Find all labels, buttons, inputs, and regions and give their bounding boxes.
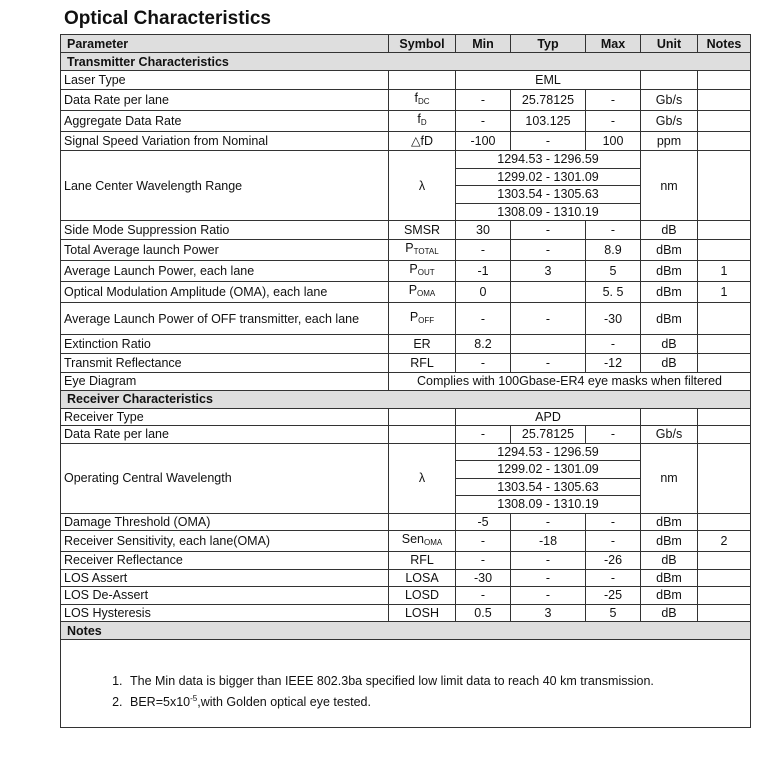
- wavelength-range: 1303.54 - 1305.63: [456, 186, 641, 204]
- col-unit: Unit: [641, 35, 698, 53]
- unit-cell: dBm: [641, 531, 698, 552]
- table-row: [61, 604, 751, 622]
- max-cell: 5. 5: [586, 282, 641, 303]
- unit-cell: Gb/s: [641, 90, 698, 111]
- notes-row: [61, 640, 751, 728]
- table-row: [61, 111, 751, 132]
- max-cell: 100: [586, 132, 641, 151]
- min-cell: -: [456, 552, 511, 570]
- page-title: Optical Characteristics: [64, 8, 271, 29]
- param-cell: Side Mode Suppression Ratio: [61, 221, 389, 240]
- max-cell: -: [586, 221, 641, 240]
- unit-cell: dBm: [641, 513, 698, 531]
- min-cell: -30: [456, 569, 511, 587]
- unit-cell: dB: [641, 604, 698, 622]
- param-cell: LOS De-Assert: [61, 587, 389, 605]
- max-cell: -: [586, 531, 641, 552]
- param-cell: Average Launch Power of OFF transmitter, each lane: [61, 303, 389, 335]
- col-symbol: Symbol: [389, 35, 456, 53]
- symbol-cell: λ: [389, 151, 456, 221]
- symbol-cell: $P_{OFF}$: [389, 303, 456, 335]
- typ-cell: -: [511, 569, 586, 587]
- typ-cell: [511, 335, 586, 354]
- table-row: [61, 71, 751, 90]
- max-cell: -30: [586, 303, 641, 335]
- min-cell: 0: [456, 282, 511, 303]
- table-row: [61, 90, 751, 111]
- param-cell: Eye Diagram: [61, 373, 389, 391]
- unit-cell: dBm: [641, 303, 698, 335]
- param-cell: Average Launch Power, each lane: [61, 261, 389, 282]
- symbol-cell: $P_{OUT}$: [389, 261, 456, 282]
- unit-cell: dBm: [641, 569, 698, 587]
- typ-cell: -: [511, 587, 586, 605]
- notes-list: [64, 672, 747, 711]
- param-cell: Transmit Reflectance: [61, 354, 389, 373]
- param-cell: Optical Modulation Amplitude (OMA), each lane: [61, 282, 389, 303]
- max-cell: -: [586, 90, 641, 111]
- wavelength-range: 1303.54 - 1305.63: [456, 478, 641, 496]
- symbol-cell: SMSR: [389, 221, 456, 240]
- unit-cell: ppm: [641, 132, 698, 151]
- typ-cell: -: [511, 513, 586, 531]
- wavelength-range: 1294.53 - 1296.59: [456, 151, 641, 169]
- max-cell: -: [586, 335, 641, 354]
- typ-cell: -: [511, 303, 586, 335]
- param-cell: Data Rate per lane: [61, 426, 389, 444]
- note-cell: 1: [698, 261, 751, 282]
- max-cell: 8.9: [586, 240, 641, 261]
- unit-cell: dB: [641, 335, 698, 354]
- symbol-cell: $f_D$: [389, 111, 456, 132]
- param-cell: Data Rate per lane: [61, 90, 389, 111]
- min-cell: -: [456, 587, 511, 605]
- table-row: [61, 221, 751, 240]
- min-cell: 30: [456, 221, 511, 240]
- typ-cell: -: [511, 132, 586, 151]
- header-row: [61, 35, 751, 53]
- typ-cell: -18: [511, 531, 586, 552]
- param-cell: Receiver Sensitivity, each lane(OMA): [61, 531, 389, 552]
- note-1: 1. The Min data is bigger than IEEE 802.3ba specified low limit data to reach 40 km transmission.: [126, 672, 747, 690]
- table-row: [61, 408, 751, 426]
- min-cell: -100: [456, 132, 511, 151]
- table-row: [61, 151, 751, 169]
- min-cell: -: [456, 354, 511, 373]
- symbol-cell: Sen$_{OMA}$: [389, 531, 456, 552]
- unit-cell: dBm: [641, 261, 698, 282]
- max-cell: 5: [586, 604, 641, 622]
- table-row: [61, 426, 751, 444]
- min-cell: -: [456, 111, 511, 132]
- typ-cell: 25.78125: [511, 90, 586, 111]
- note-cell: 2: [698, 531, 751, 552]
- symbol-cell: ER: [389, 335, 456, 354]
- table-row: [61, 531, 751, 552]
- typ-cell: -: [511, 354, 586, 373]
- typ-cell: -: [511, 552, 586, 570]
- unit-cell: dBm: [641, 282, 698, 303]
- table-row: [61, 282, 751, 303]
- min-cell: -: [456, 303, 511, 335]
- section-transmitter: Transmitter Characteristics: [61, 53, 751, 71]
- col-notes: Notes: [698, 35, 751, 53]
- param-cell: Signal Speed Variation from Nominal: [61, 132, 389, 151]
- col-min: Min: [456, 35, 511, 53]
- symbol-cell: LOSA: [389, 569, 456, 587]
- unit-cell: dB: [641, 221, 698, 240]
- symbol-cell: △fD: [389, 132, 456, 151]
- eye-diagram-value: Complies with 100Gbase-ER4 eye masks when filtered: [389, 373, 751, 391]
- table-row: [61, 354, 751, 373]
- param-cell: Extinction Ratio: [61, 335, 389, 354]
- wavelength-range: 1299.02 - 1301.09: [456, 168, 641, 186]
- table-row: [61, 569, 751, 587]
- section-row: [61, 622, 751, 640]
- typ-cell: APD: [456, 408, 641, 426]
- typ-cell: -: [511, 221, 586, 240]
- max-cell: -12: [586, 354, 641, 373]
- table-row: [61, 373, 751, 391]
- unit-cell: dB: [641, 354, 698, 373]
- table-row: [61, 587, 751, 605]
- param-cell: Receiver Type: [61, 408, 389, 426]
- note-cell: 1: [698, 282, 751, 303]
- param-cell: Damage Threshold (OMA): [61, 513, 389, 531]
- table-row: [61, 443, 751, 461]
- unit-cell: dB: [641, 552, 698, 570]
- max-cell: -25: [586, 587, 641, 605]
- table-row: [61, 513, 751, 531]
- min-cell: -: [456, 531, 511, 552]
- typ-cell: 103.125: [511, 111, 586, 132]
- param-cell: Receiver Reflectance: [61, 552, 389, 570]
- symbol-cell: RFL: [389, 354, 456, 373]
- symbol-cell: $P_{TOTAL}$: [389, 240, 456, 261]
- max-cell: -: [586, 111, 641, 132]
- min-cell: -: [456, 426, 511, 444]
- min-cell: -: [456, 240, 511, 261]
- param-cell: LOS Assert: [61, 569, 389, 587]
- param-cell: Total Average launch Power: [61, 240, 389, 261]
- typ-cell: [511, 282, 586, 303]
- col-parameter: Parameter: [61, 35, 389, 53]
- table-row: [61, 335, 751, 354]
- section-receiver: Receiver Characteristics: [61, 390, 751, 408]
- typ-cell: 25.78125: [511, 426, 586, 444]
- wavelength-range: 1308.09 - 1310.19: [456, 203, 641, 221]
- symbol-cell: λ: [389, 443, 456, 513]
- section-row: [61, 53, 751, 71]
- typ-cell: -: [511, 240, 586, 261]
- min-cell: -: [456, 90, 511, 111]
- wavelength-range: 1294.53 - 1296.59: [456, 443, 641, 461]
- symbol-cell: RFL: [389, 552, 456, 570]
- max-cell: -: [586, 513, 641, 531]
- table-row: [61, 261, 751, 282]
- param-cell: Lane Center Wavelength Range: [61, 151, 389, 221]
- symbol-cell: $f_{DC}$: [389, 90, 456, 111]
- unit-cell: dBm: [641, 240, 698, 261]
- wavelength-range: 1308.09 - 1310.19: [456, 496, 641, 514]
- param-cell: Laser Type: [61, 71, 389, 90]
- unit-cell: Gb/s: [641, 426, 698, 444]
- optical-characteristics-table: [60, 34, 751, 728]
- typ-cell: 3: [511, 604, 586, 622]
- min-cell: 0.5: [456, 604, 511, 622]
- typ-cell: EML: [456, 71, 641, 90]
- table-row: [61, 303, 751, 335]
- max-cell: 5: [586, 261, 641, 282]
- symbol-cell: $P_{OMA}$: [389, 282, 456, 303]
- unit-cell: Gb/s: [641, 111, 698, 132]
- wavelength-range: 1299.02 - 1301.09: [456, 461, 641, 479]
- col-typ: Typ: [511, 35, 586, 53]
- min-cell: -5: [456, 513, 511, 531]
- typ-cell: 3: [511, 261, 586, 282]
- notes-body: [61, 640, 751, 728]
- note-2: 2. $BER=5x10^{-5},with$ Golden optical eye tested.: [126, 690, 747, 711]
- max-cell: -: [586, 426, 641, 444]
- unit-cell: nm: [641, 443, 698, 513]
- max-cell: -: [586, 569, 641, 587]
- section-notes: Notes: [61, 622, 751, 640]
- symbol-cell: LOSD: [389, 587, 456, 605]
- min-cell: -1: [456, 261, 511, 282]
- unit-cell: dBm: [641, 587, 698, 605]
- param-cell: Operating Central Wavelength: [61, 443, 389, 513]
- unit-cell: nm: [641, 151, 698, 221]
- symbol-cell: LOSH: [389, 604, 456, 622]
- table-row: [61, 552, 751, 570]
- max-cell: -26: [586, 552, 641, 570]
- table-row: [61, 240, 751, 261]
- col-max: Max: [586, 35, 641, 53]
- section-row: [61, 390, 751, 408]
- min-cell: 8.2: [456, 335, 511, 354]
- param-cell: Aggregate Data Rate: [61, 111, 389, 132]
- table-row: [61, 132, 751, 151]
- param-cell: LOS Hysteresis: [61, 604, 389, 622]
